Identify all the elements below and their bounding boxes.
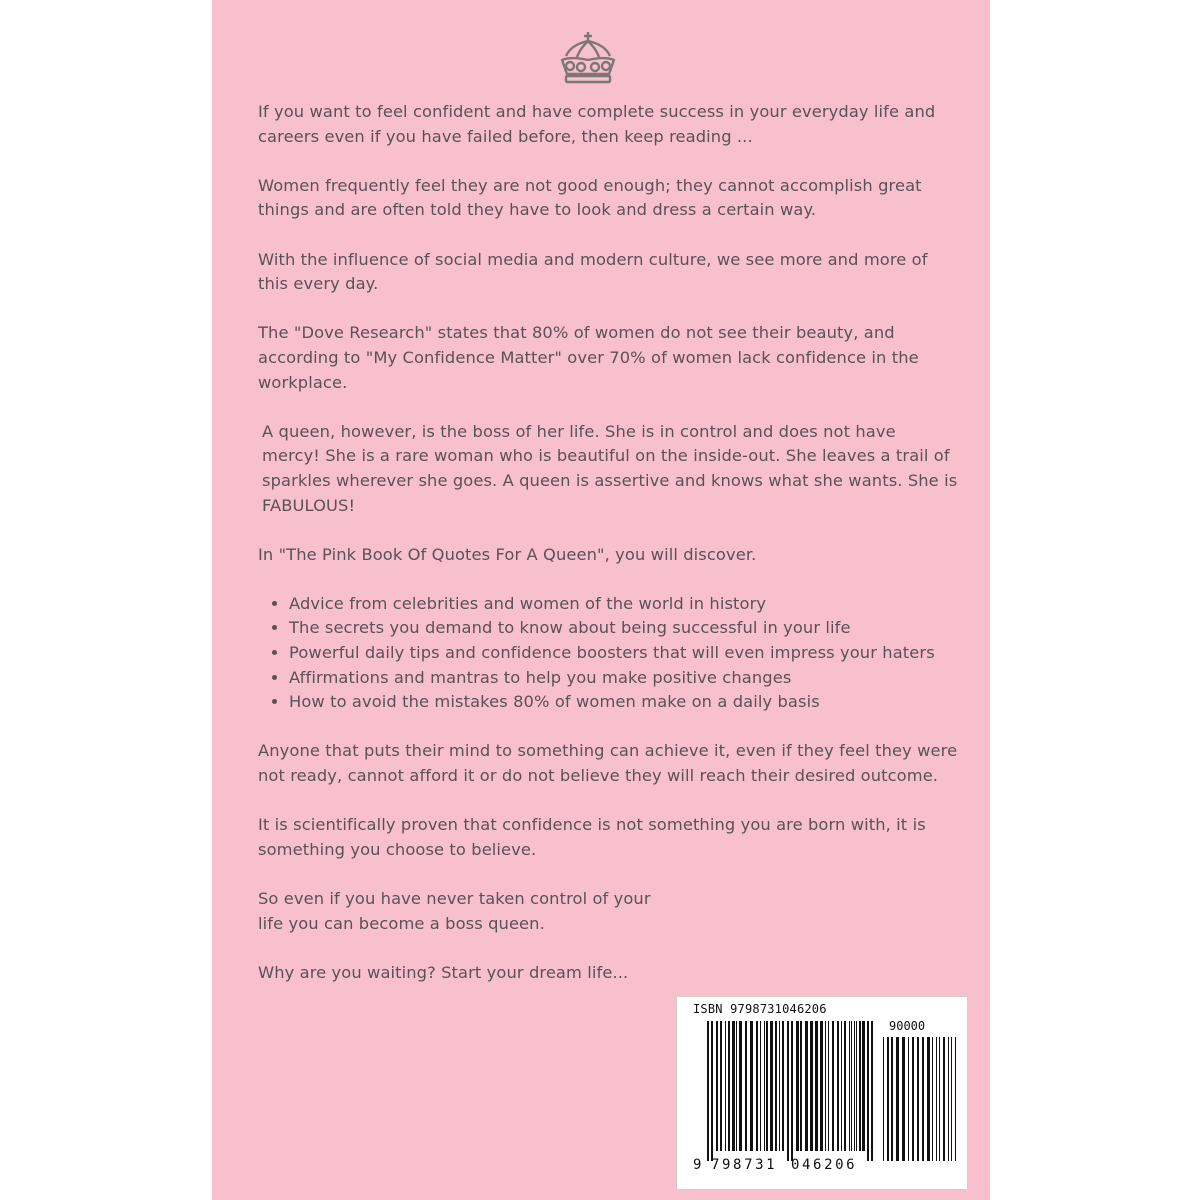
barcode-bar [908, 1037, 909, 1161]
paragraph-research: The "Dove Research" states that 80% of women do not see their beauty, and according to "My Confidence Matter" over 70% of women lack confidence in the workplace. [258, 323, 919, 392]
paragraph-boss-queen: So even if you have never taken control of your life you can become a boss queen. [258, 889, 651, 933]
barcode-bar [775, 1021, 777, 1151]
barcode-bar [917, 1037, 919, 1161]
paragraph-intro: If you want to feel confident and have complete success in your everyday life and careers even if you have failed before, then keep reading ... [258, 102, 936, 146]
barcode-bar [720, 1021, 722, 1151]
barcode-bar [871, 1021, 873, 1161]
barcode-bar [810, 1021, 813, 1151]
barcode-bar [750, 1021, 753, 1151]
benefit-list [258, 592, 958, 715]
barcode-bar [856, 1021, 857, 1151]
barcode-bar [867, 1021, 869, 1161]
barcode-bar [766, 1021, 768, 1151]
paragraph-discover: In "The Pink Book Of Quotes For A Queen", you will discover. [258, 544, 757, 564]
barcode-bar [756, 1021, 758, 1151]
barcode-digits-right: 046206 [791, 1157, 858, 1173]
barcode-bar [851, 1021, 852, 1151]
barcode-bar [948, 1037, 949, 1161]
crown-icon [557, 30, 619, 86]
barcode-bar [902, 1037, 905, 1161]
barcode-bar [912, 1037, 914, 1161]
paragraph-social-media: With the influence of social media and modern culture, we see more and more of this every day. [258, 249, 928, 294]
barcode-bar [939, 1037, 940, 1161]
barcode-bar [739, 1021, 742, 1151]
paragraph-women: Women frequently feel they are not good enough; they cannot accomplish great things and are often told they have to look and dress a certain way. [258, 175, 922, 220]
barcode-bar [943, 1037, 945, 1161]
barcode-bar [711, 1021, 713, 1161]
barcode-bar [841, 1021, 842, 1151]
barcode-bar [716, 1021, 718, 1151]
barcode-bar [932, 1037, 933, 1161]
barcode-bar [891, 1037, 893, 1161]
barcode-bar [805, 1021, 808, 1151]
paragraph-anyone: Anyone that puts their mind to something can achieve it, even if they feel they were not ready, cannot afford it or do not believe they will reach their desired outcome. [258, 741, 958, 786]
barcode-bar [725, 1021, 726, 1151]
barcode-bar [764, 1021, 765, 1151]
barcode-digits-left: 798731 [711, 1157, 778, 1173]
book-back-cover [212, 0, 990, 1200]
barcode-bar [859, 1021, 861, 1151]
isbn-label: ISBN 9798731046206 [693, 1002, 827, 1016]
barcode-bar [828, 1021, 829, 1151]
blurb-text [258, 100, 958, 1010]
barcode-bar [800, 1021, 802, 1151]
barcode-bar [844, 1021, 846, 1151]
barcode-bar [854, 1021, 855, 1151]
barcode-bar [883, 1037, 884, 1161]
barcode-bar [849, 1021, 850, 1151]
barcode-bar [955, 1037, 956, 1161]
paragraph-science: It is scientifically proven that confidence is not something you are born with, it is something you choose to believe. [258, 815, 926, 859]
barcode-bar [782, 1021, 784, 1151]
barcode-bar [787, 1021, 789, 1161]
price-code: 90000 [889, 1019, 926, 1033]
barcode-bar [825, 1021, 826, 1151]
list-item: • Advice from celebrities and women of the world in history [289, 592, 958, 617]
barcode-bar [728, 1021, 730, 1151]
paragraph-queen: A queen, however, is the boss of her life. She is in control and does not have mercy! She is a rare woman who is beautiful on the inside-out. She leaves a trail of sparkles wherever she goes. A queen is assertive and knows what she wants. She is FABULOUS! [262, 421, 958, 515]
barcode-bar [832, 1021, 834, 1151]
barcode-bar [951, 1037, 952, 1161]
paragraph-call-to-action: Why are you waiting? Start your dream life... [258, 962, 629, 982]
barcode-bar [837, 1021, 839, 1151]
barcode-digit-first: 9 [693, 1157, 705, 1173]
barcode-bar [770, 1021, 773, 1151]
barcode-bar [736, 1021, 737, 1151]
barcode-bar [936, 1037, 937, 1161]
barcode-bar [815, 1021, 818, 1151]
barcode-bar [760, 1021, 761, 1151]
barcode-bar [896, 1037, 899, 1161]
barcode-bar [887, 1037, 889, 1161]
barcode-bar [732, 1021, 735, 1151]
barcode-bar [820, 1021, 823, 1151]
isbn-barcode [676, 996, 968, 1190]
list-item: • Powerful daily tips and confidence boosters that will even impress your haters [289, 641, 958, 666]
barcode-bar [745, 1021, 747, 1151]
list-item: • The secrets you demand to know about being successful in your life [289, 616, 958, 641]
barcode-bar [791, 1021, 793, 1161]
barcode-bar [922, 1037, 924, 1161]
barcode-bar [796, 1021, 799, 1151]
barcode-bar [779, 1021, 780, 1151]
barcode-bar [862, 1021, 865, 1151]
list-item: • How to avoid the mistakes 80% of women make on a daily basis [289, 690, 958, 715]
list-item: • Affirmations and mantras to help you make positive changes [289, 666, 958, 691]
barcode-bar [707, 1021, 709, 1161]
barcode-bar [927, 1037, 930, 1161]
